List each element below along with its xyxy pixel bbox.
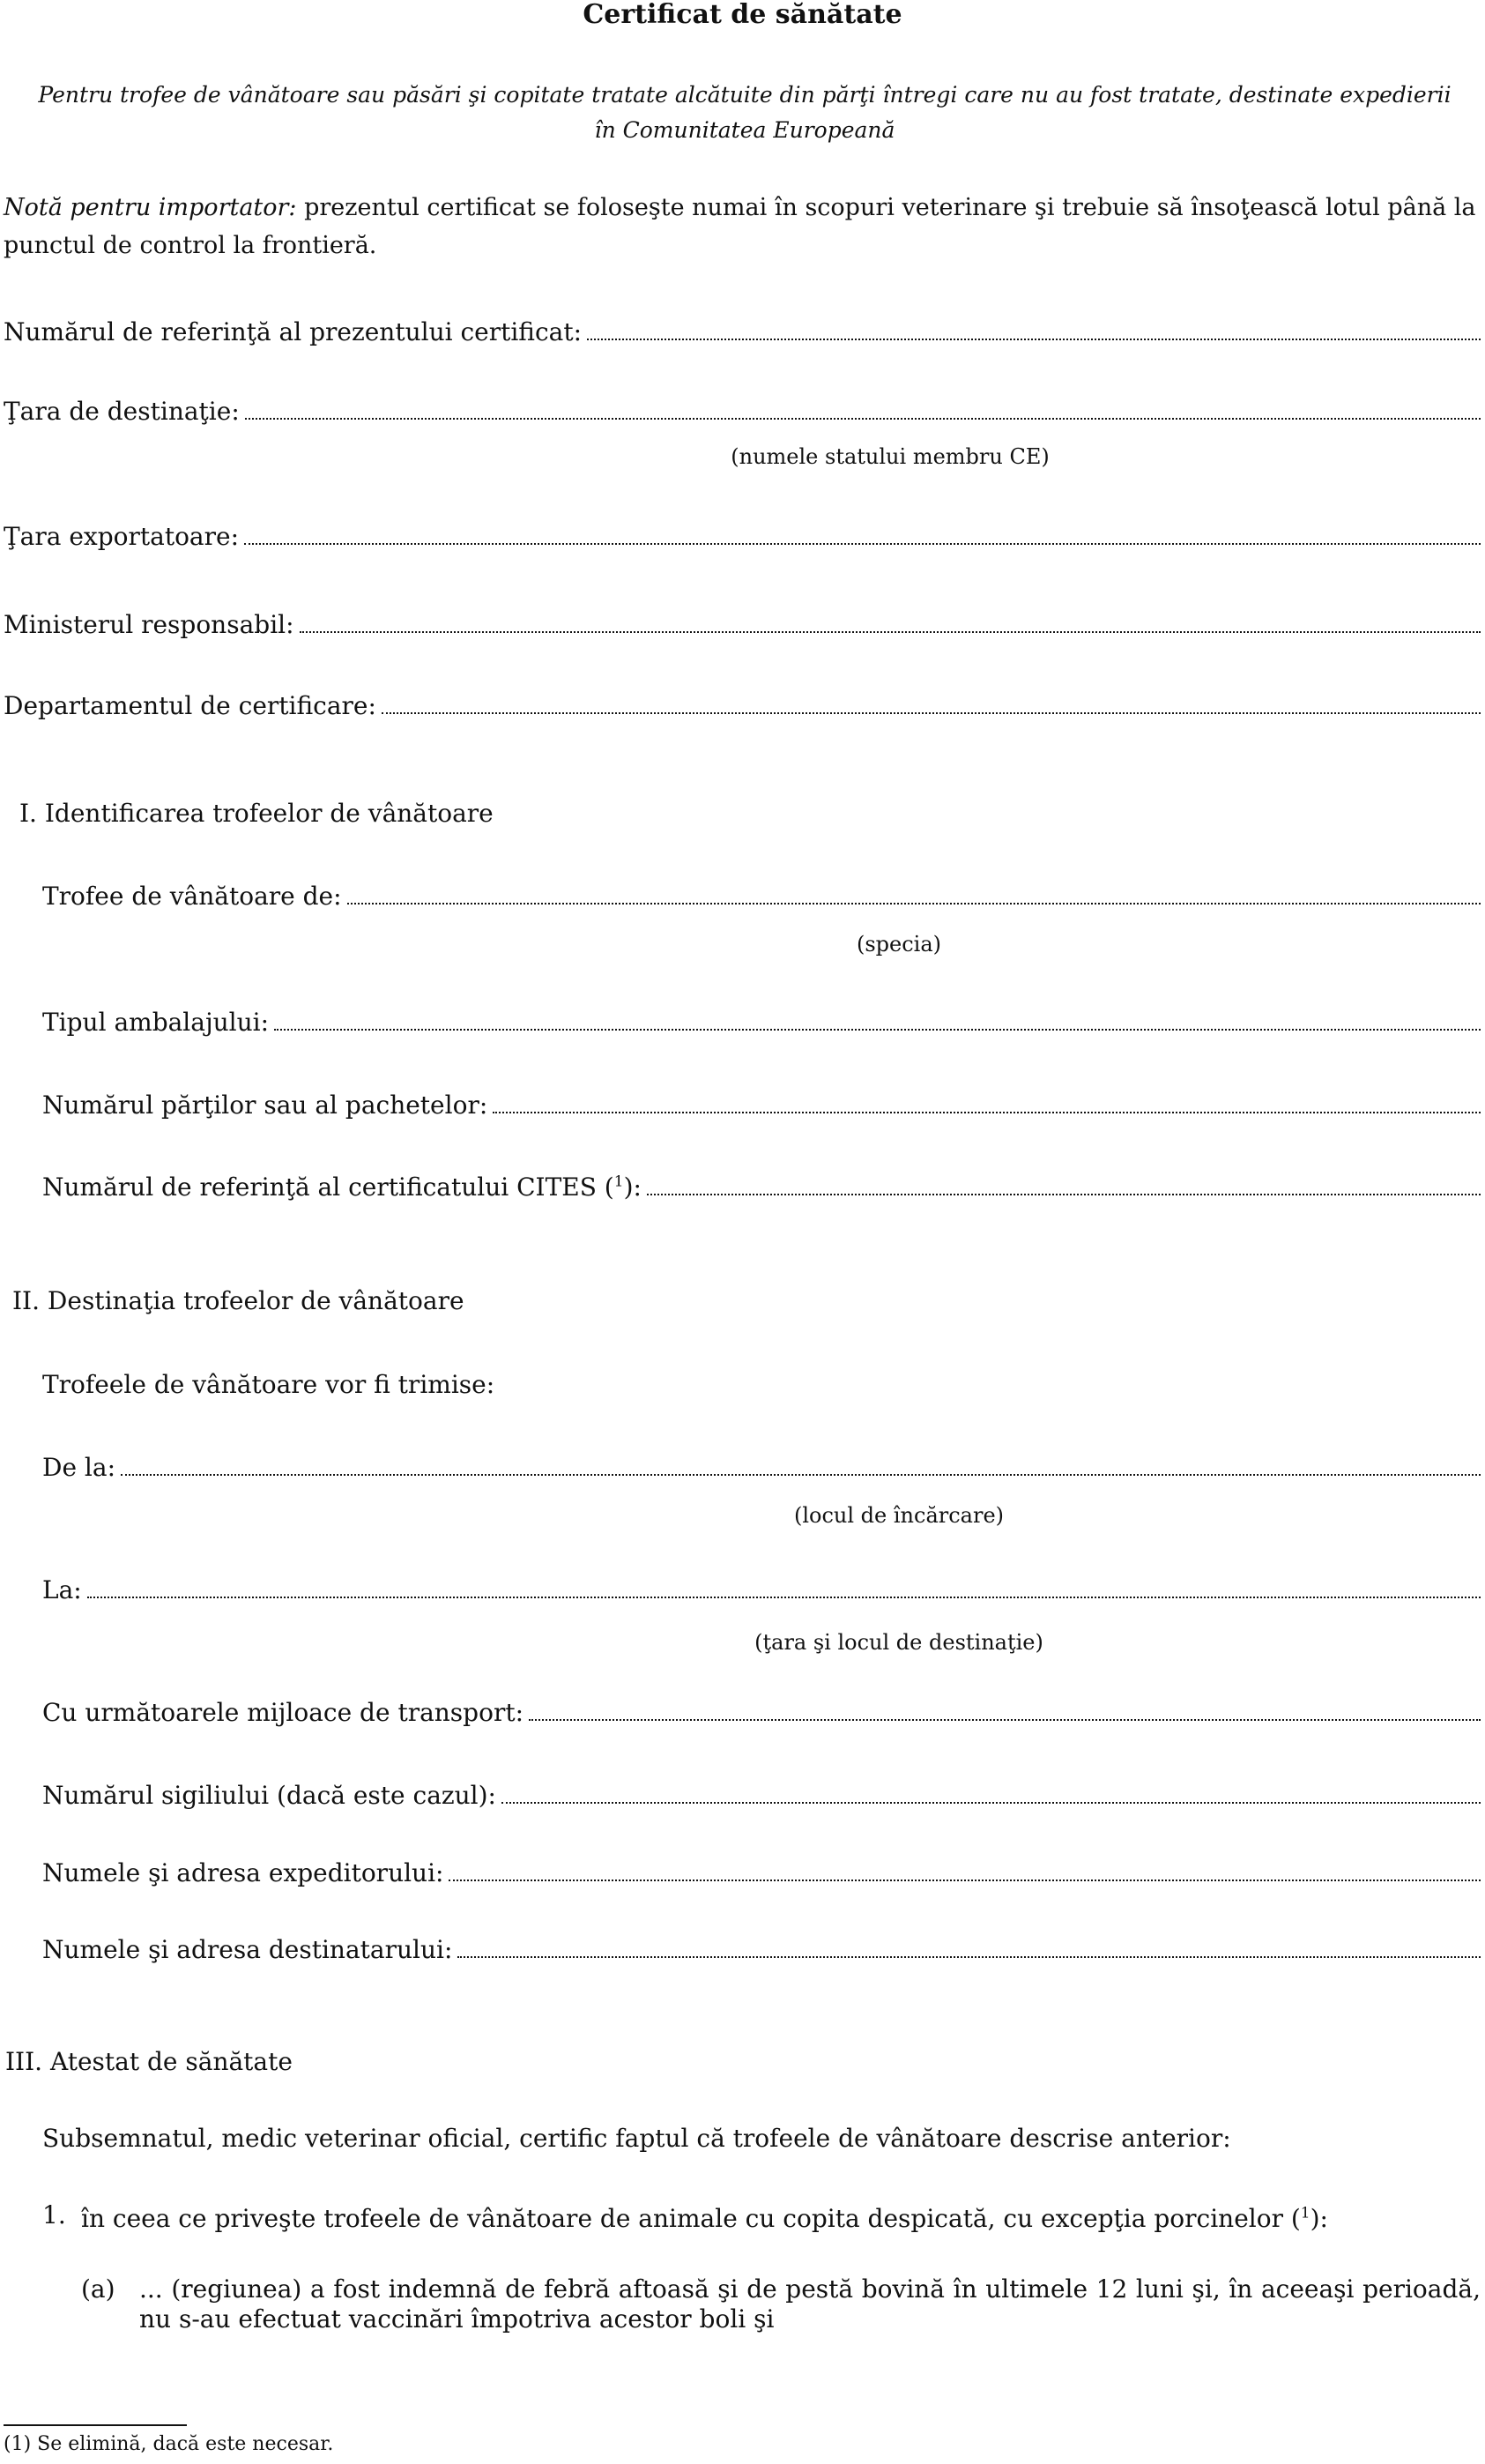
ministry-field [4, 610, 1481, 640]
cites-reference-field [42, 1172, 1481, 1202]
exporting-country-label: Ţara exportatoare: [4, 522, 240, 551]
destination-country-caption: (numele statului membru CE) [731, 444, 1050, 469]
reference-number-field [4, 317, 1481, 347]
certifying-department-label: Departamentul de certificare: [4, 691, 376, 720]
number-of-parts-field [42, 1091, 1481, 1120]
exporting-country-field [4, 522, 1481, 552]
item-1-text [81, 2204, 1328, 2234]
seal-number-blank [501, 1783, 1481, 1804]
section-2-heading: II. Destinaţia trofeelor de vânătoare [12, 1286, 464, 1315]
transport-blank [529, 1700, 1481, 1721]
trophies-of-field [42, 882, 1481, 912]
footnote [4, 2431, 333, 2458]
cites-reference-blank [647, 1174, 1481, 1195]
reference-number-label: Numărul de referinţă al prezentului certificat: [4, 317, 583, 346]
seal-number-label: Numărul sigiliului (dacă este cazul): [42, 1781, 496, 1810]
cites-footnote-ref: 1 [613, 1172, 624, 1191]
consignee-label: Numele şi adresa destinatarului: [42, 1935, 453, 1964]
exporting-country-blank [244, 524, 1481, 545]
to-label: La: [42, 1575, 82, 1604]
transport-field [42, 1698, 1481, 1728]
destination-country-label: Ţara de destinaţie: [4, 397, 240, 426]
health-attestation-intro: Subsemnatul, medic veterinar oficial, certific faptul că trofeele de vânătoare descrise anterior: [42, 2124, 1231, 2153]
item-1-end: ): [1310, 2204, 1328, 2233]
item-a-text: ... (regiunea) a fost indemnă de febră aftoasă şi de pestă bovină în ultimele 12 luni şi, în aceeaşi perioadă, nu s-au efectuat vaccinări împotriva acestor boli şi [139, 2274, 1481, 2334]
from-caption: (locul de încărcare) [793, 1503, 1005, 1528]
destination-country-blank [245, 398, 1481, 420]
item-1-number: 1. [42, 2200, 66, 2230]
importer-note-text: prezentul certificat se foloseşte numai în scopuri veterinare şi trebuie să însoţească lotul până la punctul de control la frontieră. [4, 194, 1476, 259]
to-blank [87, 1577, 1481, 1598]
footnote-separator [4, 2424, 187, 2426]
importer-note [4, 189, 1481, 264]
packaging-type-field [42, 1008, 1481, 1038]
cites-reference-label [42, 1172, 642, 1202]
consignor-label: Numele şi adresa expeditorului: [42, 1858, 444, 1887]
consignor-field [42, 1858, 1481, 1888]
section-3-heading: III. Atestat de sănătate [5, 2047, 293, 2076]
cites-reference-text: Numărul de referinţă al certificatului CITES ( [42, 1172, 614, 1202]
document-title: Certificat de sănătate [583, 0, 902, 30]
consignee-blank [457, 1937, 1481, 1958]
destination-intro: Trofeele de vânătoare vor fi trimise: [42, 1370, 495, 1399]
from-blank [121, 1455, 1481, 1476]
section-1-heading: I. Identificarea trofeelor de vânătoare [19, 799, 494, 828]
consignor-blank [449, 1860, 1481, 1881]
packaging-type-blank [274, 1009, 1481, 1031]
number-of-parts-blank [493, 1092, 1481, 1113]
packaging-type-label: Tipul ambalajului: [42, 1008, 270, 1037]
trophies-of-blank [347, 883, 1481, 904]
trophies-of-label: Trofee de vânătoare de: [42, 882, 342, 911]
destination-country-field [4, 397, 1481, 427]
footnote-marker: (1) [4, 2433, 32, 2455]
item-1-body: în ceea ce priveşte trofeele de vânătoare de animale cu copita despicată, cu excepţia porcinelor ( [81, 2204, 1301, 2233]
transport-label: Cu următoarele mijloace de transport: [42, 1698, 524, 1727]
from-label: De la: [42, 1453, 116, 1482]
to-caption: (ţara şi locul de destinaţie) [754, 1630, 1043, 1655]
number-of-parts-label: Numărul părţilor sau al pachetelor: [42, 1091, 488, 1120]
to-field [42, 1575, 1481, 1605]
species-caption: (specia) [856, 932, 942, 957]
cites-reference-end: ): [623, 1172, 642, 1202]
consignee-field [42, 1935, 1481, 1965]
seal-number-field [42, 1781, 1481, 1811]
certifying-department-field [4, 691, 1481, 721]
footnote-text: Se elimină, dacă este necesar. [37, 2433, 334, 2455]
item-a-label: (a) [81, 2274, 115, 2304]
ministry-label: Ministerul responsabil: [4, 610, 294, 639]
reference-number-blank [587, 319, 1481, 340]
document-subtitle: Pentru trofee de vânătoare sau păsări şi copitate tratate alcătuite din părţi întregi care nu au fost tratate, destinate expedierii în Comunitatea Europeană [38, 82, 1452, 143]
item-1-footnote-ref: 1 [1300, 2204, 1311, 2222]
certifying-department-blank [382, 693, 1481, 714]
ministry-blank [300, 612, 1481, 633]
from-field [42, 1453, 1481, 1483]
importer-note-label: Notă pentru importator: [4, 194, 297, 221]
